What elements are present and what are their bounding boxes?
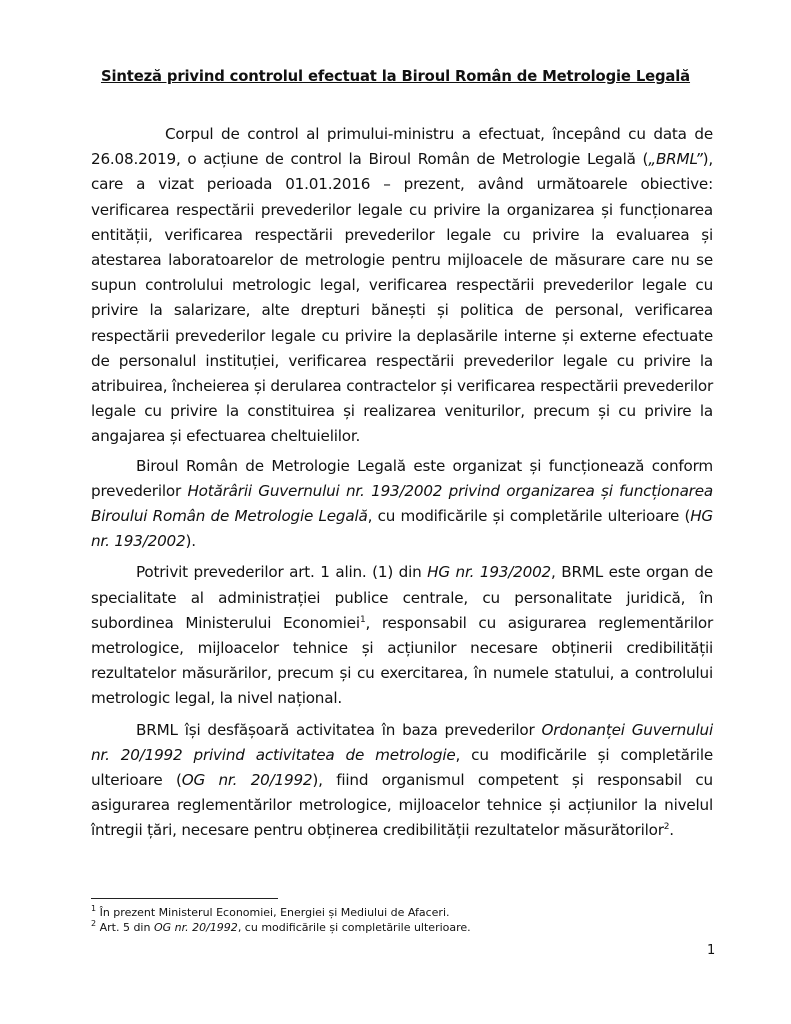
footnote-2-text-b: , cu modificările și completările ulterioare.: [237, 921, 471, 934]
page-number: 1: [707, 943, 716, 958]
p4-text-b: , cu modificările și completările ulterioare (: [91, 745, 713, 790]
p3-italic-1: HG nr. 193/2002: [427, 563, 552, 582]
p2-italic-1: Hotărârii Guvernului nr. 193/2002 privind organizarea și funcționarea Biroului Român de Metrologie Legală: [91, 481, 713, 526]
footnote-2: [91, 920, 713, 935]
p2-italic-2: HG nr. 193/2002: [91, 507, 713, 551]
document-body: [91, 122, 713, 844]
footnote-2-text-a: Art. 5 din: [96, 921, 154, 934]
p2-text-b: , cu modificările și completările ulterioare (: [367, 507, 691, 526]
footnote-ref-2[interactable]: 2: [663, 822, 670, 833]
p2-text-c: ).: [185, 532, 196, 551]
p4-text-d: .: [669, 821, 674, 840]
footnote-2-italic: OG nr. 20/1992: [153, 921, 238, 934]
p4-text-c: ), fiind organismul competent și responsabil cu asigurarea reglementărilor metrologice, mijloacelor tehnice și acțiunilor la nivelul întregii țări, necesare pentru obținerea credibilității rezultatelor măsurătorilor: [91, 771, 713, 840]
p3-text-b: , BRML este organ de specialitate al administrației publice centrale, cu personalitate juridică, în subordinea Ministerului Economiei: [91, 563, 714, 632]
p4-text-a: BRML își desfășoară activitatea în baza prevederilor: [136, 720, 542, 739]
footnote-separator: [91, 898, 278, 899]
p2-text-a: Biroul Român de Metrologie Legală este organizat și funcționează conform prevederilor: [91, 456, 713, 500]
footnote-ref-1[interactable]: 1: [359, 614, 366, 625]
p3-text-a: Potrivit prevederilor art. 1 alin. (1) din: [136, 563, 428, 582]
paragraph-4: [91, 718, 713, 844]
document-title: Sinteză privind controlul efectuat la Biroul Român de Metrologie Legală: [100, 68, 691, 85]
p1-text-rest: ), care a vizat perioada 01.01.2016 – prezent, având următoarele obiective: verificarea respectării prevederilor legale cu privire la organizarea și funcționarea entității, verificarea respectării prevederilor legale cu privire la evaluarea și atestarea laboratoarelor de metrologie pentru mijloacele de măsurare care nu se supun controlului metrologic legal, verificarea respectării prevederilor legale cu privire la salarizare, alte drepturi bănești și politica de personal, verificarea respectării prevederilor legale cu privire la deplasările interne și externe efectuate de personalul instituției, verificarea respectării prevederilor legale cu privire la atribuirea, încheierea și derularea contractelor și verificarea respectării prevederilor legale cu privire la constituirea și realizarea veniturilor, precum și cu privire la angajarea și efectuarea cheltuielilor.: [91, 150, 713, 446]
p1-text: Corpul de control al primului-ministru a efectuat, începând cu data de 26.08.2019, o acțiune de control la Biroul Român de Metrologie Legală (: [91, 125, 713, 169]
paragraph-2: [91, 454, 713, 555]
footnotes: [91, 905, 713, 935]
footnote-2-mark: 2: [91, 919, 97, 928]
p1-abbr: „BRML”: [648, 150, 703, 169]
paragraph-1: [91, 122, 713, 450]
paragraph-3: [91, 560, 713, 711]
footnote-1: [91, 905, 713, 920]
p3-text-c: , responsabil cu asigurarea reglementărilor metrologice, mijloacelor tehnice și acțiunilor necesare obținerii credibilității rezultatelor măsurărilor, precum și cu exercitarea, în numele statului, a controlului metrologic legal, la nivel național.: [91, 613, 714, 708]
footnote-1-mark: 1: [91, 904, 97, 913]
p4-italic-1: Ordonanței Guvernului nr. 20/1992 privind activitatea de metrologie: [91, 720, 713, 764]
p4-italic-2: OG nr. 20/1992: [181, 771, 313, 790]
footnote-1-text: În prezent Ministerul Economiei, Energiei și Mediului de Afaceri.: [96, 906, 450, 919]
